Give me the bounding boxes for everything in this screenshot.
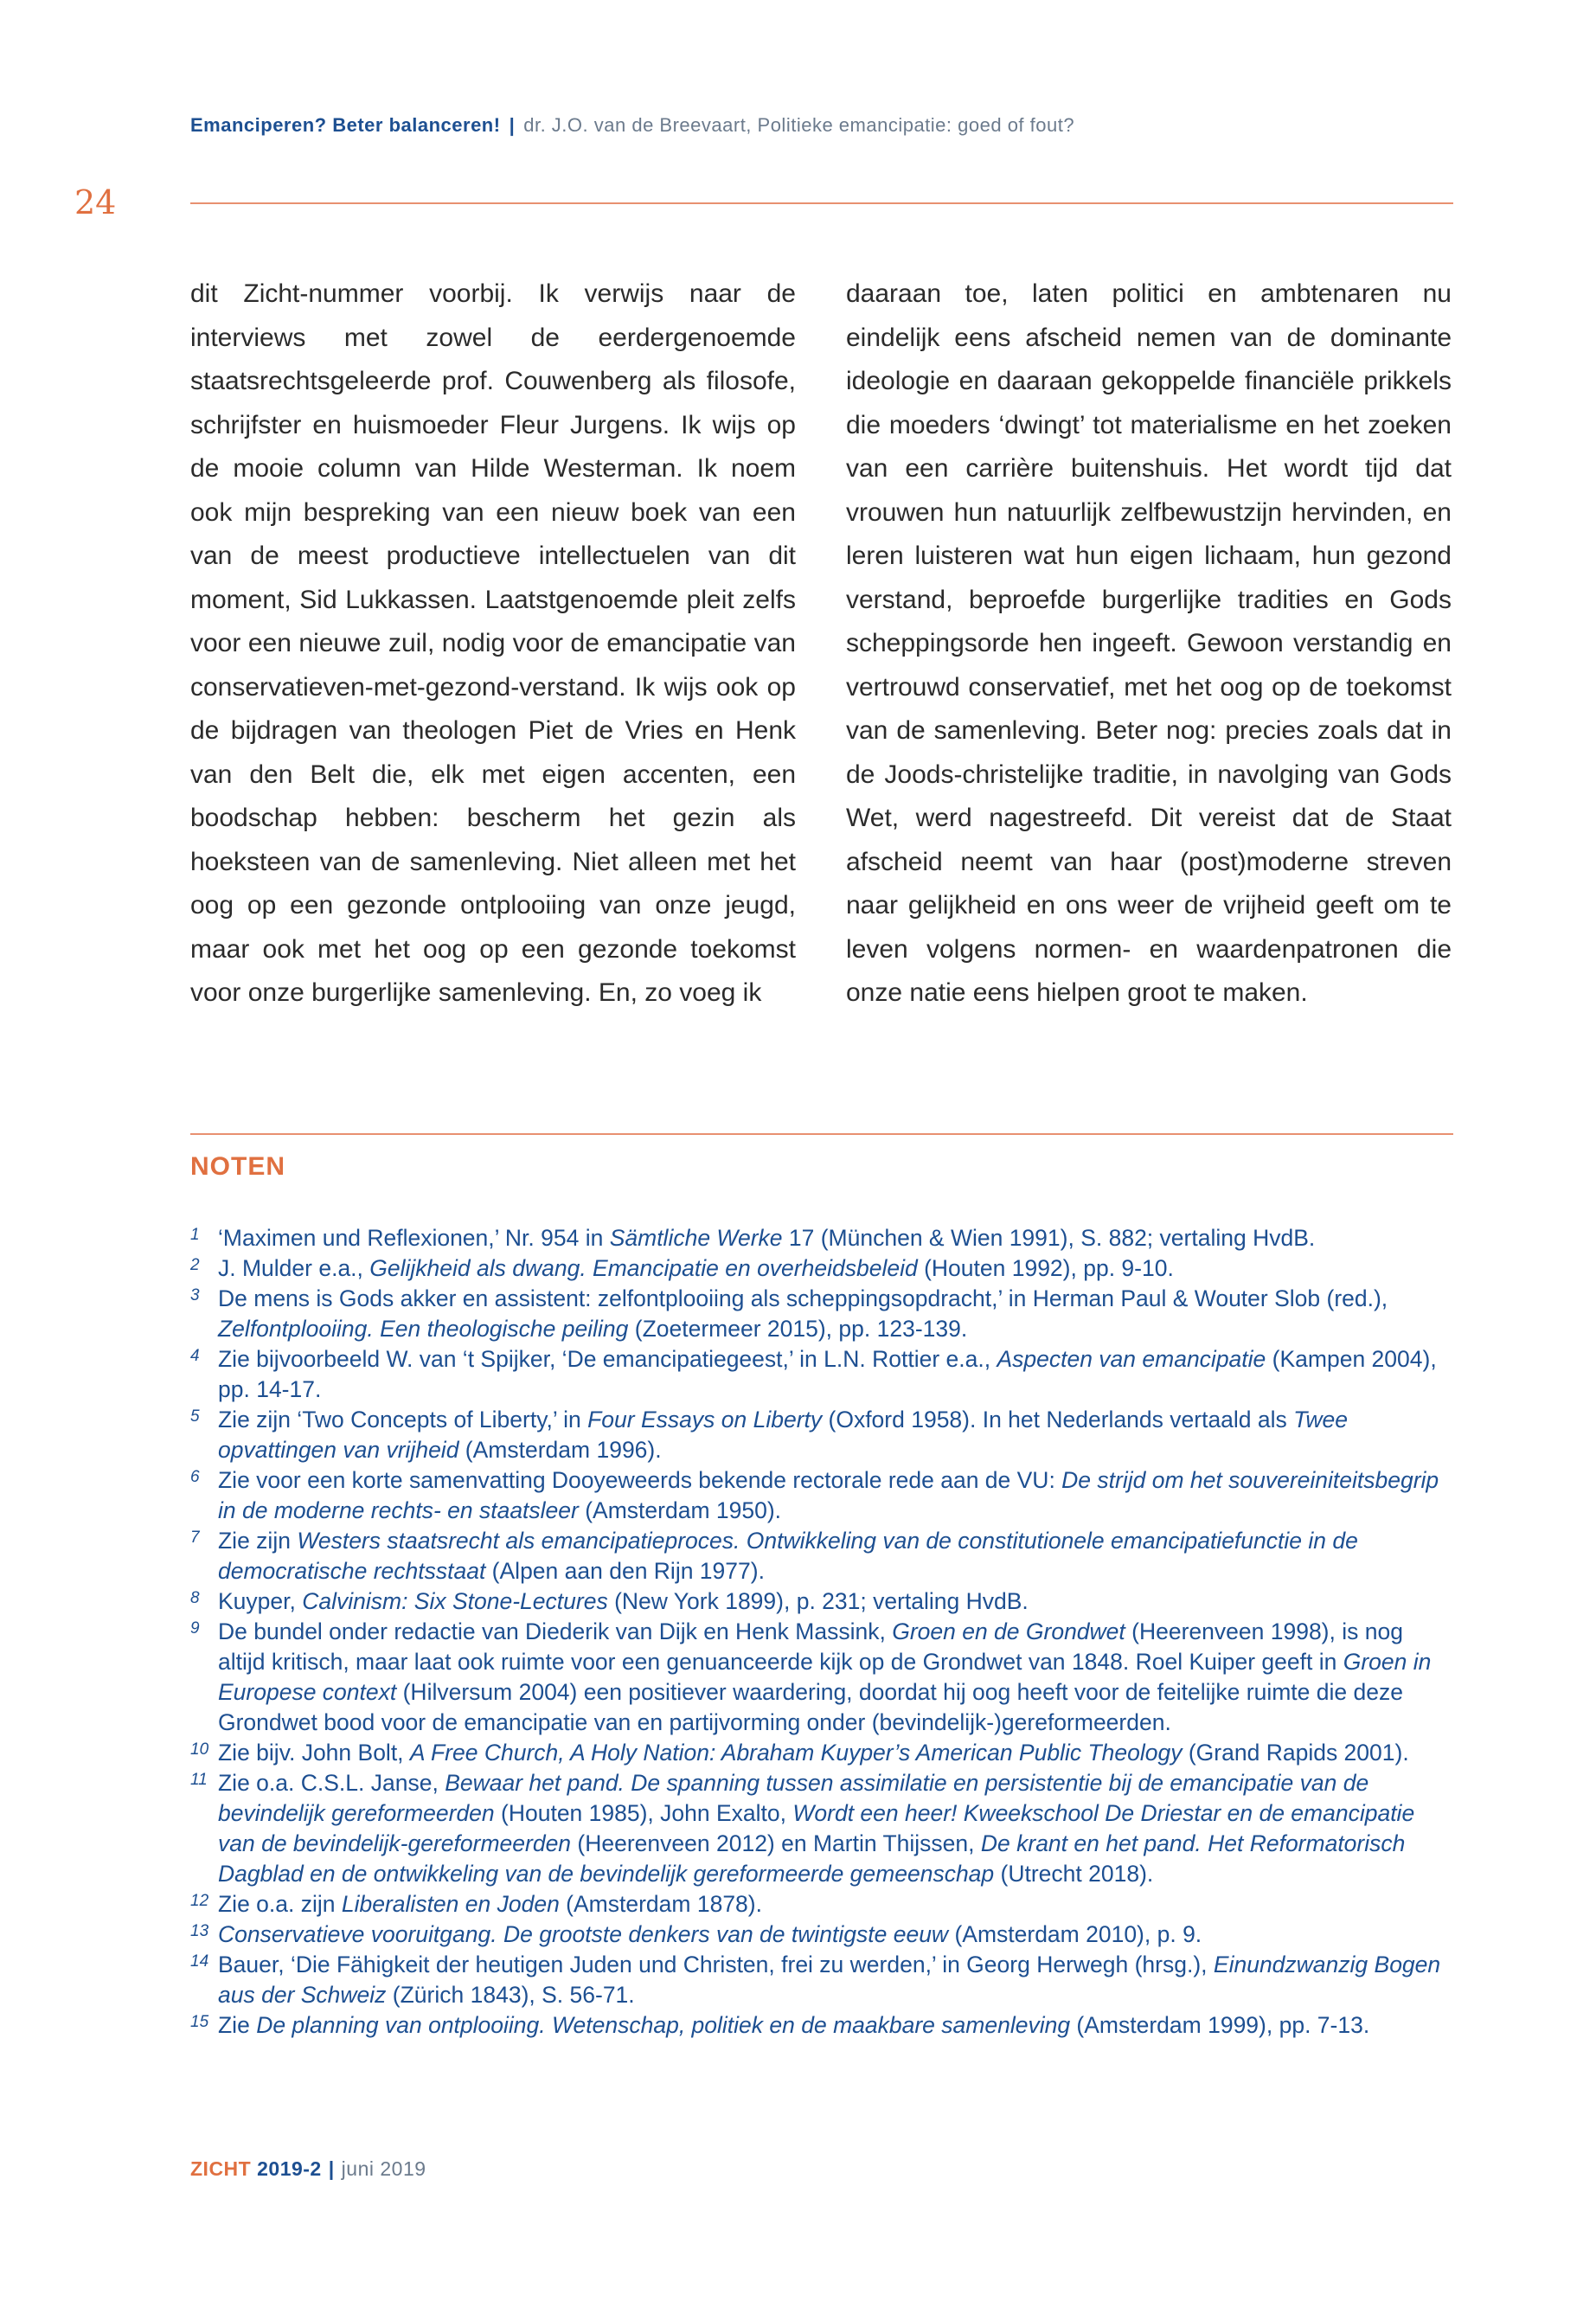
note-text: (New York 1899), p. 231; vertaling HvdB. [607, 1588, 1029, 1614]
note-item [190, 1950, 1453, 2010]
note-text: Zie o.a. C.S.L. Janse, [218, 1770, 445, 1796]
note-item [190, 1586, 1453, 1617]
note-title-italic: Groen en de Grondwet [892, 1618, 1125, 1644]
note-text: (Heerenveen 2012) en Martin Thijssen, [571, 1830, 981, 1856]
note-text: (Alpen aan den Rijn 1977). [485, 1558, 765, 1584]
running-header [190, 114, 1453, 137]
note-title-italic: Sämtliche Werke [609, 1225, 783, 1251]
note-title-italic: A Free Church, A Holy Nation: Abraham Kuyper’s American Public Theology [409, 1740, 1183, 1766]
note-number: 5 [190, 1407, 200, 1426]
note-item [190, 1738, 1453, 1768]
note-item [190, 1223, 1453, 1253]
note-item [190, 1889, 1453, 1920]
note-title-italic: Westers staatsrecht als emancipatieproces. Ontwikkeling van de constitutionele emancipatiefunctie in de democratische rechtsstaat [218, 1528, 1358, 1584]
notes-heading: NOTEN [190, 1152, 285, 1181]
note-text: De mens is Gods akker en assistent: zelfontplooiing als scheppingsopdracht,’ in Herman Paul & Wouter Slob (red.), [218, 1285, 1388, 1311]
note-text: (Grand Rapids 2001). [1182, 1740, 1409, 1766]
note-text: (Amsterdam 1950). [578, 1497, 782, 1523]
note-title-italic: Twee opvattingen van vrijheid [218, 1407, 1348, 1463]
note-number: 8 [190, 1589, 200, 1607]
note-number: 4 [190, 1347, 200, 1365]
note-text: Zie [218, 2012, 257, 2038]
note-title-italic: Aspecten van emancipatie [997, 1346, 1266, 1372]
footer-issue: 2019-2 [257, 2157, 322, 2180]
note-text: (Kampen 2004), pp. 14-17. [218, 1346, 1437, 1402]
running-footer [190, 2157, 426, 2181]
note-item [190, 1768, 1453, 1889]
note-text: Kuyper, [218, 1588, 303, 1614]
note-text: Bauer, ‘Die Fähigkeit der heutigen Juden und Christen, frei zu werden,’ in Georg Herwegh (hrsg.), [218, 1952, 1214, 1977]
header-subtitle: dr. J.O. van de Breevaart, Politieke emancipatie: goed of fout? [523, 114, 1075, 136]
note-number: 1 [190, 1226, 200, 1244]
note-title-italic: Four Essays on Liberty [587, 1407, 823, 1433]
note-text: (Oxford 1958). In het Nederlands vertaald als [822, 1407, 1294, 1433]
note-text: (Houten 1992), pp. 9-10. [917, 1255, 1174, 1281]
note-text: (Amsterdam 1878). [559, 1891, 762, 1917]
footer-date: juni 2019 [341, 2157, 426, 2180]
note-number: 9 [190, 1619, 200, 1638]
note-text: (Utrecht 2018). [994, 1861, 1154, 1887]
body-column-right [846, 272, 1452, 1016]
note-text: De bundel onder redactie van Diederik van Dijk en Henk Massink, [218, 1618, 893, 1644]
note-text: J. Mulder e.a., [218, 1255, 370, 1281]
note-text: Zie bijvoorbeeld W. van ‘t Spijker, ‘De emancipatiegeest,’ in L.N. Rottier e.a., [218, 1346, 997, 1372]
note-text: Zie voor een korte samenvatting Dooyeweerds bekende rectorale rede aan de VU: [218, 1467, 1062, 1493]
note-item [190, 1284, 1453, 1344]
notes-list [190, 1223, 1453, 2041]
body-paragraph-left: dit Zicht-nummer voorbij. Ik verwijs naar de interviews met zowel de eerdergenoemde staatsrechtsgeleerde prof. Couwenberg als filosofe, schrijfster en huismoeder Fleur Jurgens. Ik wijs op de mooie column van Hilde Westerman. Ik noem ook mijn bespreking van een nieuw boek van een van de meest productieve intellectuelen van dit moment, Sid Lukkassen. Laatstgenoemde pleit zelfs voor een nieuwe zuil, nodig voor de emancipatie van conservatieven-met-gezond-verstand. Ik wijs ook op de bijdragen van theologen Piet de Vries en Henk van den Belt die, elk met eigen accenten, een boodschap hebben: bescherm het gezin als hoeksteen van de samenleving. Niet alleen met het oog op een gezonde ontplooiing van onze jeugd, maar ook met het oog op een gezonde toekomst voor onze burgerlijke samenleving. En, zo voeg ik [190, 279, 796, 1007]
note-item [190, 1526, 1453, 1586]
note-text: Zie bijv. John Bolt, [218, 1740, 410, 1766]
note-number: 3 [190, 1286, 200, 1304]
header-separator: | [509, 114, 516, 136]
note-number: 11 [190, 1771, 208, 1789]
note-title-italic: De krant en het pand. Het Reformatorisch Dagblad en de ontwikkeling van de bevindelijk gereformeerde gemeenschap [218, 1830, 1406, 1887]
note-number: 10 [190, 1740, 209, 1759]
note-number: 15 [190, 2013, 209, 2031]
note-text: Zie zijn ‘Two Concepts of Liberty,’ in [218, 1407, 588, 1433]
note-text: (Amsterdam 2010), p. 9. [948, 1921, 1202, 1947]
note-text: (Amsterdam 1999), pp. 7-13. [1070, 2012, 1370, 2038]
note-number: 13 [190, 1922, 209, 1940]
note-number: 7 [190, 1529, 200, 1547]
header-divider [190, 202, 1453, 204]
note-number: 14 [190, 1952, 209, 1971]
note-title-italic: Groen in Europese context [218, 1649, 1432, 1705]
note-item [190, 1253, 1453, 1284]
footer-brand: ZICHT [190, 2157, 252, 2180]
note-title-italic: De planning van ontplooiing. Wetenschap, politiek en de maakbare samenleving [256, 2012, 1071, 2038]
page-number: 24 [74, 183, 117, 221]
header-title: Emanciperen? Beter balanceren! [190, 114, 501, 136]
note-item [190, 1617, 1453, 1738]
note-title-italic: Calvinism: Six Stone-Lectures [302, 1588, 608, 1614]
note-text: 17 (München & Wien 1991), S. 882; vertaling HvdB. [782, 1225, 1316, 1251]
note-title-italic: Liberalisten en Joden [341, 1891, 560, 1917]
note-item [190, 2010, 1453, 2041]
footer-separator: | [328, 2157, 335, 2180]
note-title-italic: Einundzwanzig Bogen aus der Schweiz [218, 1952, 1441, 2008]
note-title-italic: Conservatieve vooruitgang. De grootste denkers van de twintigste eeuw [218, 1921, 949, 1947]
body-paragraph-right: daaraan toe, laten politici en ambtenaren nu eindelijk eens afscheid nemen van de dominante ideologie en daaraan gekoppelde financiële prikkels die moeders ‘dwingt’ tot materialisme en het zoeken van een carrière buitenshuis. Het wordt tijd dat vrouwen hun natuurlijk zelfbewustzijn hervinden, en leren luisteren wat hun eigen lichaam, hun gezond verstand, beproefde burgerlijke tradities en Gods scheppingsorde hen ingeeft. Gewoon verstandig en vertrouwd conservatief, met het oog op de toekomst van de samenleving. Beter nog: precies zoals dat in de Joods-christelijke traditie, in navolging van Gods Wet, werd nagestreefd. Dit vereist dat de Staat afscheid neemt van haar (post)moderne streven naar gelijkheid en ons weer de vrijheid geeft om te leven volgens normen- en waardenpatronen die onze natie eens hielpen groot te maken. [846, 279, 1452, 1007]
note-text: (Heerenveen 1998), is nog altijd kritisch, maar laat ook ruimte voor een genuanceerde kijk op de Grondwet van 1848. Roel Kuiper geeft in [218, 1618, 1403, 1675]
note-item [190, 1465, 1453, 1526]
note-text: Zie o.a. zijn [218, 1891, 342, 1917]
note-text: Zie zijn [218, 1528, 298, 1554]
notes-divider [190, 1133, 1453, 1135]
note-title-italic: Bewaar het pand. De spanning tussen assimilatie en persistentie bij de emancipatie van de bevindelijk gereformeerden [218, 1770, 1369, 1826]
note-item [190, 1920, 1453, 1950]
note-title-italic: Gelijkheid als dwang. Emancipatie en overheidsbeleid [369, 1255, 918, 1281]
note-number: 12 [190, 1892, 209, 1910]
note-item [190, 1405, 1453, 1465]
note-text: ‘Maximen und Reflexionen,’ Nr. 954 in [218, 1225, 610, 1251]
note-title-italic: Zelfontplooiing. Een theologische peiling [218, 1316, 629, 1342]
note-number: 2 [190, 1256, 200, 1274]
note-item [190, 1344, 1453, 1405]
note-number: 6 [190, 1468, 200, 1486]
note-text: (Houten 1985), John Exalto, [494, 1800, 793, 1826]
note-text: (Zoetermeer 2015), pp. 123-139. [628, 1316, 968, 1342]
note-text: (Amsterdam 1996). [458, 1437, 662, 1463]
note-text: (Hilversum 2004) een positiever waardering, doordat hij oog heeft voor de feitelijke ruimte die deze Grondwet bood voor de emancipatie van en partijvorming onder (bevindelijk-)gereformeerden. [218, 1679, 1403, 1735]
body-column-left [190, 272, 796, 1016]
note-text: (Zürich 1843), S. 56-71. [386, 1982, 635, 2008]
note-title-italic: De strijd om het souvereiniteitsbegrip in de moderne rechts- en staatsleer [218, 1467, 1439, 1523]
note-title-italic: Wordt een heer! Kweekschool De Driestar en de emancipatie van de bevindelijk-gereformeerden [218, 1800, 1415, 1856]
